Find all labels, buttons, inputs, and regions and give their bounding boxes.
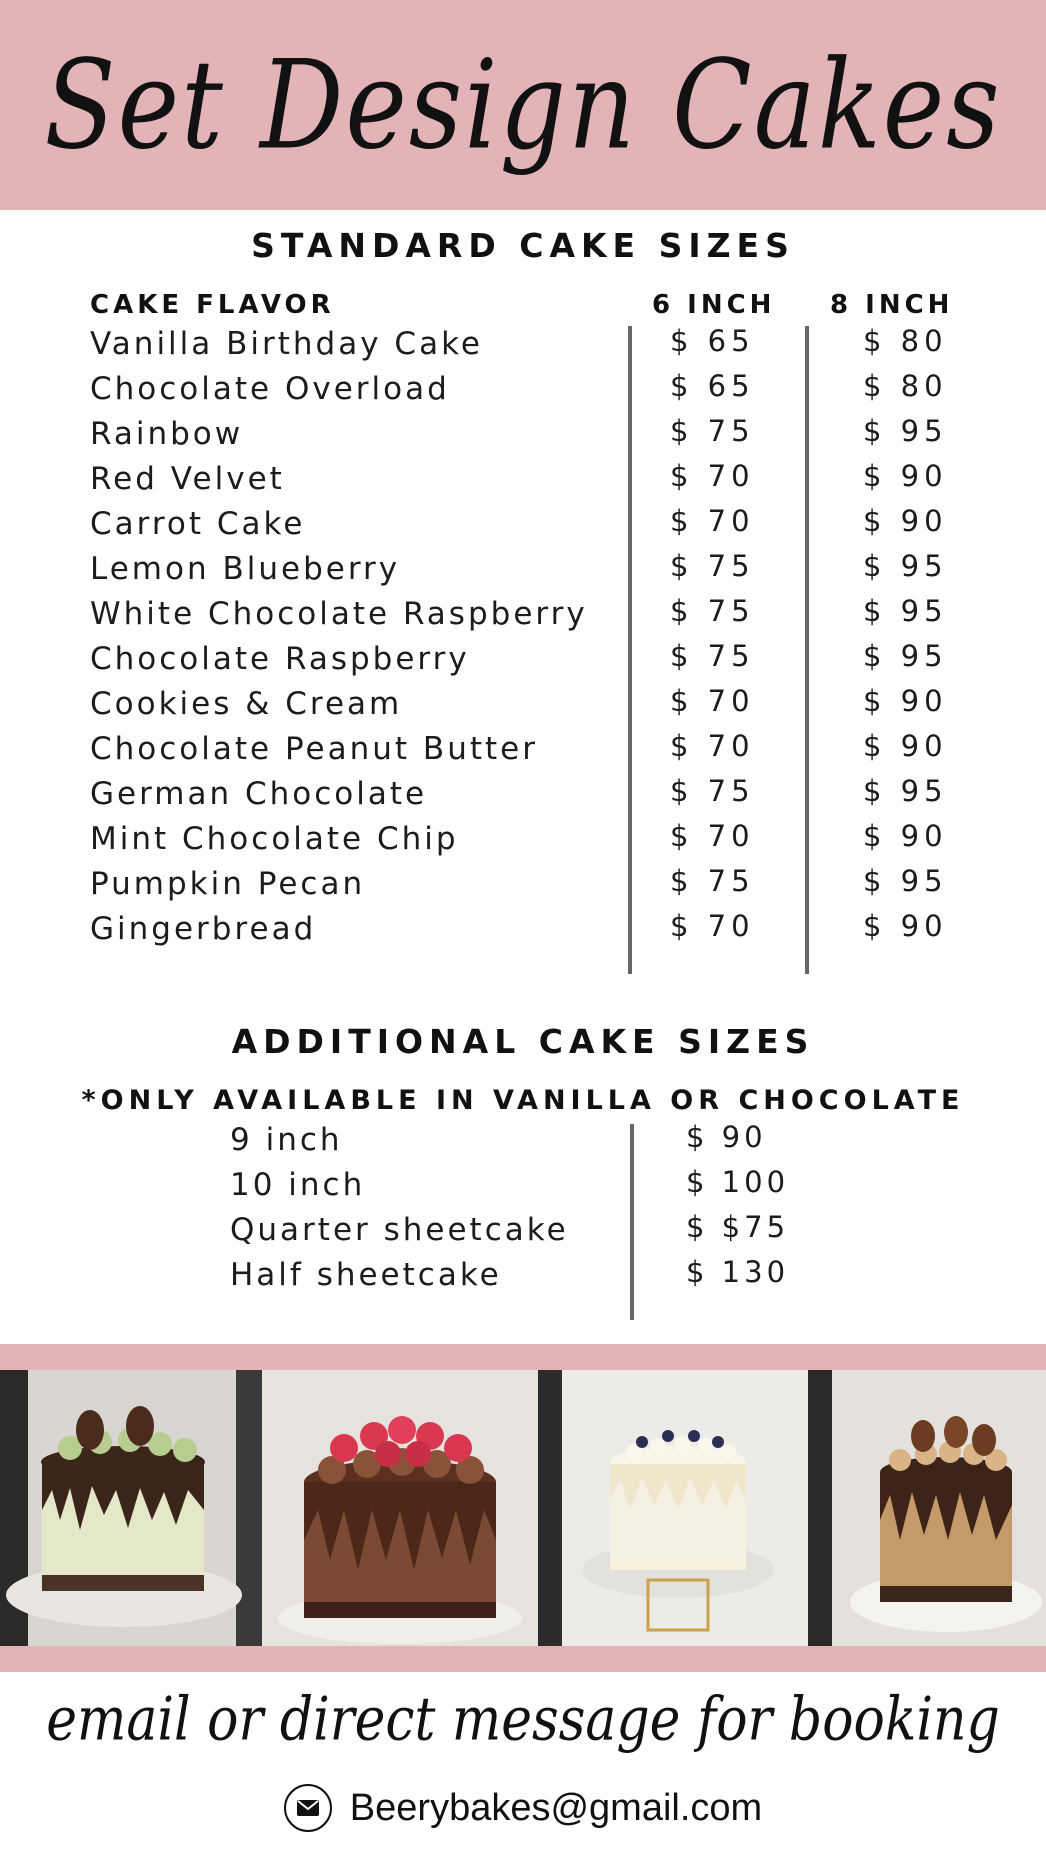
flavor-name: Vanilla Birthday Cake (90, 326, 483, 362)
price-row (0, 416, 1046, 461)
mint-chocolate-drip-cake-photo (0, 1370, 262, 1646)
price-8-inch: $ 90 (863, 909, 948, 943)
price-8-inch: $ 95 (863, 774, 948, 808)
price-6-inch: $ 65 (670, 369, 755, 403)
price-8-inch: $ 80 (863, 324, 948, 358)
column-header-flavor: CAKE FLAVOR (90, 290, 335, 320)
size-price: $ 90 (686, 1120, 767, 1154)
price-row (0, 776, 1046, 821)
cake-photo-strip (0, 1370, 1046, 1646)
price-row (0, 506, 1046, 551)
price-8-inch: $ 95 (863, 549, 948, 583)
contact-row (0, 1784, 1046, 1832)
price-8-inch: $ 95 (863, 864, 948, 898)
additional-price-table (0, 1122, 1046, 1302)
size-name: Half sheetcake (230, 1257, 502, 1293)
price-6-inch: $ 75 (670, 639, 755, 673)
price-row (0, 911, 1046, 956)
column-header-8-inch: 8 INCH (830, 290, 954, 320)
price-6-inch: $ 70 (670, 819, 755, 853)
price-6-inch: $ 70 (670, 684, 755, 718)
envelope-icon (284, 1784, 332, 1832)
size-name: Quarter sheetcake (230, 1212, 569, 1248)
size-row (0, 1122, 1046, 1167)
page-title: Set Design Cakes (44, 33, 1002, 177)
flavor-name: Chocolate Peanut Butter (90, 731, 538, 767)
vanilla-blueberry-cake-photo (538, 1370, 808, 1646)
price-8-inch: $ 90 (863, 459, 948, 493)
flavor-name: Mint Chocolate Chip (90, 821, 459, 857)
price-6-inch: $ 70 (670, 504, 755, 538)
flavor-name: Carrot Cake (90, 506, 306, 542)
flavor-name: Chocolate Raspberry (90, 641, 470, 677)
size-name: 9 inch (230, 1122, 343, 1158)
size-price: $ 130 (686, 1255, 790, 1289)
price-row (0, 551, 1046, 596)
size-row (0, 1167, 1046, 1212)
flavor-name: Red Velvet (90, 461, 285, 497)
availability-note: *ONLY AVAILABLE IN VANILLA OR CHOCOLATE (81, 1085, 965, 1116)
price-row (0, 371, 1046, 416)
price-8-inch: $ 80 (863, 369, 948, 403)
flavor-name: Rainbow (90, 416, 244, 452)
flavor-name: German Chocolate (90, 776, 428, 812)
flavor-name: Pumpkin Pecan (90, 866, 366, 902)
price-6-inch: $ 75 (670, 864, 755, 898)
column-header-6-inch: 6 INCH (652, 290, 776, 320)
flavor-name: Cookies & Cream (90, 686, 403, 722)
chocolate-raspberry-cake-photo (262, 1370, 538, 1646)
price-row (0, 326, 1046, 371)
pink-stripe (0, 1646, 1046, 1672)
price-8-inch: $ 90 (863, 819, 948, 853)
flavor-name: White Chocolate Raspberry (90, 596, 588, 632)
price-6-inch: $ 70 (670, 459, 755, 493)
booking-note: email or direct message for booking (46, 1685, 1000, 1755)
pink-stripe (0, 1344, 1046, 1370)
price-6-inch: $ 70 (670, 909, 755, 943)
price-6-inch: $ 75 (670, 594, 755, 628)
size-price: $ 100 (686, 1165, 790, 1199)
standard-price-table (0, 326, 1046, 956)
price-6-inch: $ 75 (670, 774, 755, 808)
flavor-name: Gingerbread (90, 911, 317, 947)
price-row (0, 686, 1046, 731)
peanut-butter-cup-cake-photo (808, 1370, 1046, 1646)
price-row (0, 866, 1046, 911)
price-8-inch: $ 95 (863, 414, 948, 448)
price-8-inch: $ 95 (863, 639, 948, 673)
price-8-inch: $ 95 (863, 594, 948, 628)
email-address[interactable]: Beerybakes@gmail.com (349, 1786, 763, 1829)
size-price: $ $75 (686, 1210, 790, 1244)
price-8-inch: $ 90 (863, 729, 948, 763)
price-row (0, 731, 1046, 776)
price-6-inch: $ 75 (670, 414, 755, 448)
price-row (0, 641, 1046, 686)
price-row (0, 461, 1046, 506)
price-6-inch: $ 65 (670, 324, 755, 358)
size-name: 10 inch (230, 1167, 366, 1203)
price-8-inch: $ 90 (863, 504, 948, 538)
size-row (0, 1212, 1046, 1257)
price-6-inch: $ 75 (670, 549, 755, 583)
additional-sizes-heading: ADDITIONAL CAKE SIZES (231, 1022, 815, 1061)
price-row (0, 821, 1046, 866)
flavor-name: Chocolate Overload (90, 371, 450, 407)
flavor-name: Lemon Blueberry (90, 551, 401, 587)
price-8-inch: $ 90 (863, 684, 948, 718)
standard-sizes-heading: STANDARD CAKE SIZES (251, 226, 795, 265)
price-row (0, 596, 1046, 641)
price-6-inch: $ 70 (670, 729, 755, 763)
size-row (0, 1257, 1046, 1302)
